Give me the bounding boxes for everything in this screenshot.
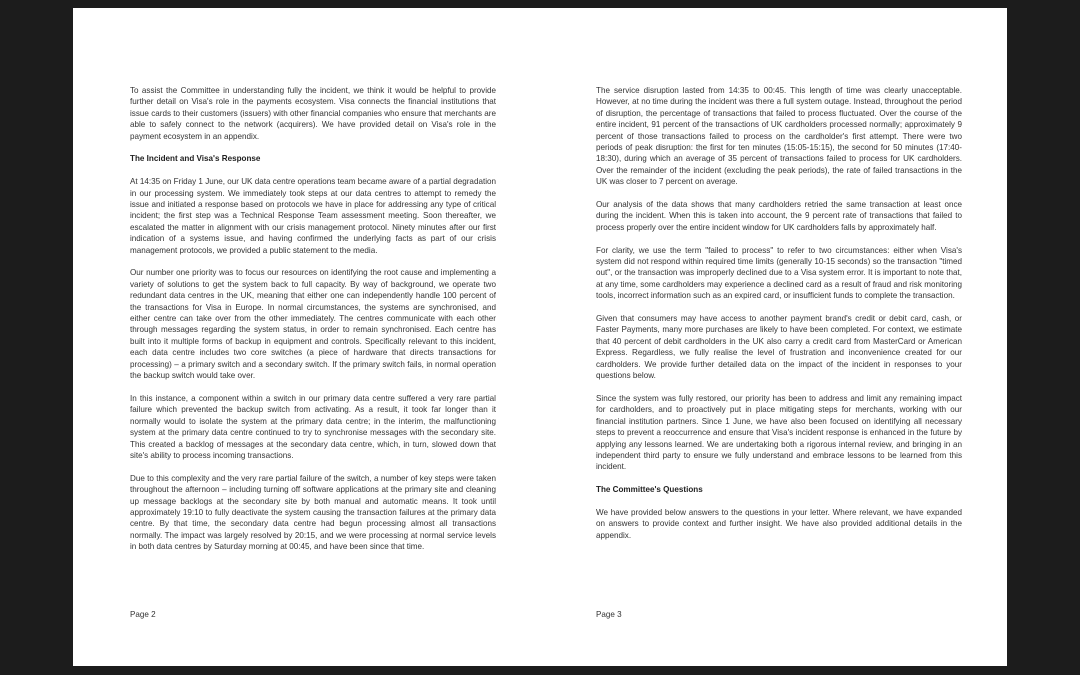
document-spread (73, 8, 1007, 666)
section-heading: The Committee's Questions (596, 485, 703, 495)
paragraph: The service disruption lasted from 14:35 to 00:45. This length of time was clearly unacceptable. However, at no time during the incident was there a full system outage. Instead, throughout the period of disruption, the percentage of transactions that failed to process fluctuated. Over the course of the entire incident, 91 percent of the transactions of UK cardholders processed normally; approximately 9 percent of those transactions failed to process on the cardholder's first attempt. There were two periods of peak disruption: the first for ten minutes (15:05-15:15), the second for 50 minutes (17:40-18:30), during which an average of 35 percent of transactions failed to process for UK cardholders. Over the remainder of the incident (excluding the peak periods), the rate of failed transactions in the UK was closer to 7 percent on average. (596, 86, 962, 187)
page-3-body (596, 85, 962, 553)
paragraph: To assist the Committee in understanding fully the incident, we think it would be helpful to provide further detail on Visa's role in the payments ecosystem. Visa connects the financial institutions that issue cards to their customers (issuers) with other financial companies who ensure that merchants are able to safely connect to the network (acquirers). We have provided detail on Visa's role in the payment ecosystem in an appendix. (130, 86, 496, 141)
paragraph: In this instance, a component within a switch in our primary data centre suffered a very rare partial failure which prevented the backup switch from activating. As a result, it took far longer than it normally would to isolate the system at the primary data centre; in the interim, the malfunctioning system at the primary data centre continued to try to synchronise messages with the secondary site. This created a backlog of messages at the secondary data centre, which, in turn, slowed down that site's ability to process incoming transactions. (130, 393, 496, 460)
paragraph: At 14:35 on Friday 1 June, our UK data centre operations team became aware of a partial degradation in our processing system. We immediately took steps at our data centres to attempt to remedy the issue and initiated a response based on protocols we have in place for addressing any type of critical incident; the first step was a Technical Response Team assessment meeting. Soon thereafter, we escalated the matter in alignment with our crisis management protocol. Ninety minutes after our first indication of a systems issue, and having confirmed the underlying facts as part of our crisis management protocols, we provided a public statement to the media. (130, 177, 496, 255)
section-heading: The Incident and Visa's Response (130, 154, 261, 164)
paragraph: Our number one priority was to focus our resources on identifying the root cause and implementing a variety of solutions to get the system back to full capacity. By way of background, we operate two redundant data centres in the UK, meaning that either one can independently handle 100 percent of the transactions for Visa in Europe. In normal circumstances, the systems are synchronised, and either centre can take over from the other immediately. The centres communicate with each other through messages regarding the system status, in order to remain synchronised. Each centre has built into it multiple forms of backup in equipment and controls. Specifically relevant to this incident, each data centre includes two core switches (a piece of hardware that directs transactions for processing) – a primary switch and a secondary switch. If the primary switch fails, in normal operation the backup switch would take over. (130, 268, 496, 381)
paragraph: Due to this complexity and the very rare partial failure of the switch, a number of key steps were taken throughout the afternoon – including turning off software applications at the primary site and cleaning up message backlogs at the secondary site by both manual and automatic means. It took until approximately 19:10 to fully deactivate the system causing the transaction failures at the primary data centre. By that time, the secondary data centre had begun processing almost all transactions normally. The impact was largely resolved by 20:15, and we were processing at normal service levels in both data centres by Saturday morning at 00:45, and have been since that time. (130, 473, 496, 552)
page-number: Page 2 (130, 610, 156, 619)
paragraph: For clarity, we use the term "failed to process" to refer to two circumstances: either when Visa's system did not respond within required time limits (generally 10-15 seconds) so the transaction "timed out", or the transaction was improperly declined due to a Visa system error. It is important to note that, at any time, some cardholders may experience a declined card as a result of fraud and risk monitoring tools, incorrect information such as an expired card, or insufficient funds to complete the transaction. (596, 245, 962, 301)
paragraph: Since the system was fully restored, our priority has been to address and limit any remaining impact for cardholders, and to proactively put in place mitigating steps for merchants, working with our financial institution partners. Since 1 June, we have also been focused on identifying all necessary steps to prevent a reoccurrence and ensure that Visa's incident response is enhanced in the future by applying any lessons learned. We are undertaking both a rigorous internal review, and bringing in an independent third party to ensure we fully understand and embrace lessons to be learned from this incident. (596, 393, 962, 472)
page-2-body (130, 85, 496, 564)
paragraph: Our analysis of the data shows that many cardholders retried the same transaction at least once during the incident. When this is taken into account, the 9 percent rate of transactions that failed to process properly over the entire incident window for UK cardholders falls by approximately half. (596, 200, 962, 232)
paragraph: Given that consumers may have access to another payment brand's credit or debit card, cash, or Faster Payments, many more purchases are likely to have been completed. For context, we estimate that 40 percent of debit cardholders in the UK also carry a credit card from MasterCard or American Express. Regardless, we fully realise the level of frustration and inconvenience created for our cardholders. We provide further detailed data on the impact of the incident in responses to your questions below. (596, 314, 962, 381)
paragraph: We have provided below answers to the questions in your letter. Where relevant, we have expanded on answers to provide context and further insight. We have also provided additional details in the appendix. (596, 507, 962, 540)
page-number: Page 3 (596, 610, 622, 619)
